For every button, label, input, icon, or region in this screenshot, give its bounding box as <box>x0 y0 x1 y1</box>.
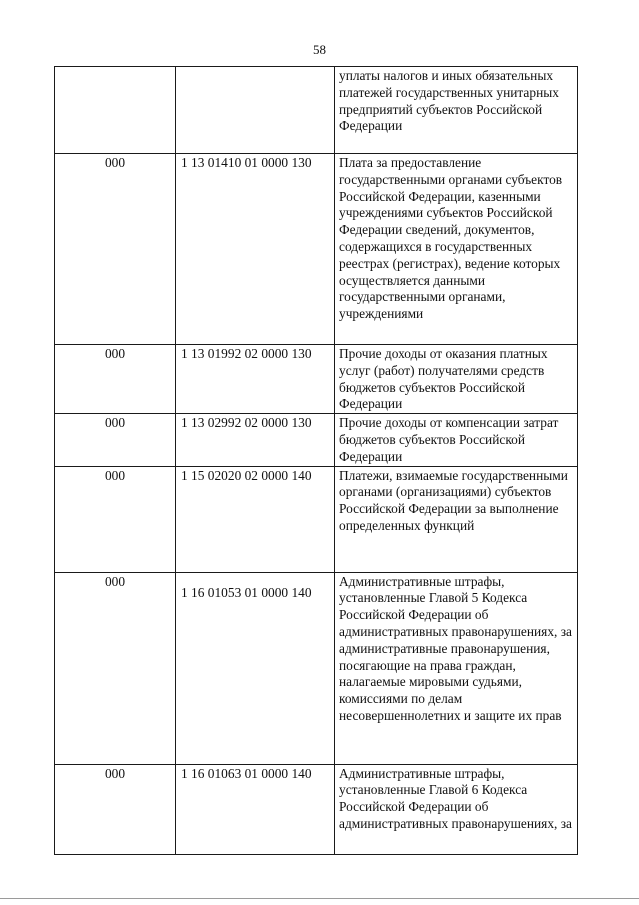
budget-code: 1 13 01992 02 0000 130 <box>181 346 312 361</box>
revenue-name-cell <box>335 572 578 764</box>
admin-code: 000 <box>104 346 126 361</box>
budget-code-cell <box>176 345 335 414</box>
admin-code <box>55 67 175 68</box>
budget-revenue-table <box>54 66 578 855</box>
budget-code: 1 15 02020 02 0000 140 <box>181 467 312 483</box>
budget-code-cell <box>176 414 335 466</box>
revenue-name-cell <box>335 154 578 345</box>
revenue-name: Платежи, взимаемые государственными органами (организациями) субъектов Российской Федерации за выполнение определенных функций <box>339 467 568 533</box>
table-row <box>55 154 578 345</box>
revenue-name: уплаты налогов и иных обязательных платежей государственных унитарных предприятий субъектов Российской Федерации <box>339 68 559 134</box>
revenue-name: Прочие доходы от компенсации затрат бюджетов субъектов Российской Федерации <box>339 415 559 464</box>
budget-code-cell <box>176 572 335 764</box>
revenue-name: Административные штрафы, установленные Главой 6 Кодекса Российской Федерации об административных правонарушениях, за <box>339 765 572 831</box>
table-row <box>55 345 578 414</box>
table-row <box>55 67 578 154</box>
admin-code: 000 <box>104 573 126 589</box>
revenue-name: Прочие доходы от оказания платных услуг (работ) получателями средств бюджетов субъектов Российской Федерации <box>339 346 548 412</box>
admin-code-cell <box>55 345 176 414</box>
revenue-name-cell <box>335 466 578 572</box>
admin-code-cell <box>55 414 176 466</box>
admin-code: 000 <box>104 467 126 483</box>
table-row <box>55 572 578 764</box>
page-number: 58 <box>313 42 326 57</box>
revenue-name: Административные штрафы, установленные Главой 5 Кодекса Российской Федерации об административных правонарушениях, за административные правонарушения, посягающие на права граждан, налагаемые мировыми судьями, комиссиями по делам несовершеннолетних и защите их прав <box>339 573 572 723</box>
admin-code: 000 <box>104 415 126 431</box>
revenue-name-cell <box>335 345 578 414</box>
admin-code-cell <box>55 67 176 154</box>
budget-code-cell <box>176 154 335 345</box>
budget-code-cell <box>176 764 335 854</box>
revenue-name: Плата за предоставление государственными органами субъектов Российской Федерации, казенными учреждениями субъектов Российской Федерации сведений, документов, содержащихся в государственных реестрах (регистрах), ведение которых осуществляется данными государственными органами, учреждениями <box>339 155 563 322</box>
revenue-name-cell <box>335 67 578 154</box>
page-bottom-rule <box>0 898 639 899</box>
budget-code-cell <box>176 466 335 572</box>
admin-code-cell <box>55 764 176 854</box>
budget-code: 1 16 01053 01 0000 140 <box>181 584 312 600</box>
revenue-name-cell <box>335 414 578 466</box>
admin-code-cell <box>55 572 176 764</box>
admin-code: 000 <box>104 765 126 781</box>
admin-code-cell <box>55 466 176 572</box>
table-row <box>55 764 578 854</box>
budget-code <box>176 67 334 68</box>
table-row <box>55 414 578 466</box>
budget-code: 1 13 01410 01 0000 130 <box>181 155 312 170</box>
table-row <box>55 466 578 572</box>
admin-code: 000 <box>104 155 126 170</box>
admin-code-cell <box>55 154 176 345</box>
budget-code: 1 16 01063 01 0000 140 <box>181 765 312 781</box>
revenue-name-cell <box>335 764 578 854</box>
budget-code-cell <box>176 67 335 154</box>
budget-code: 1 13 02992 02 0000 130 <box>181 415 312 431</box>
